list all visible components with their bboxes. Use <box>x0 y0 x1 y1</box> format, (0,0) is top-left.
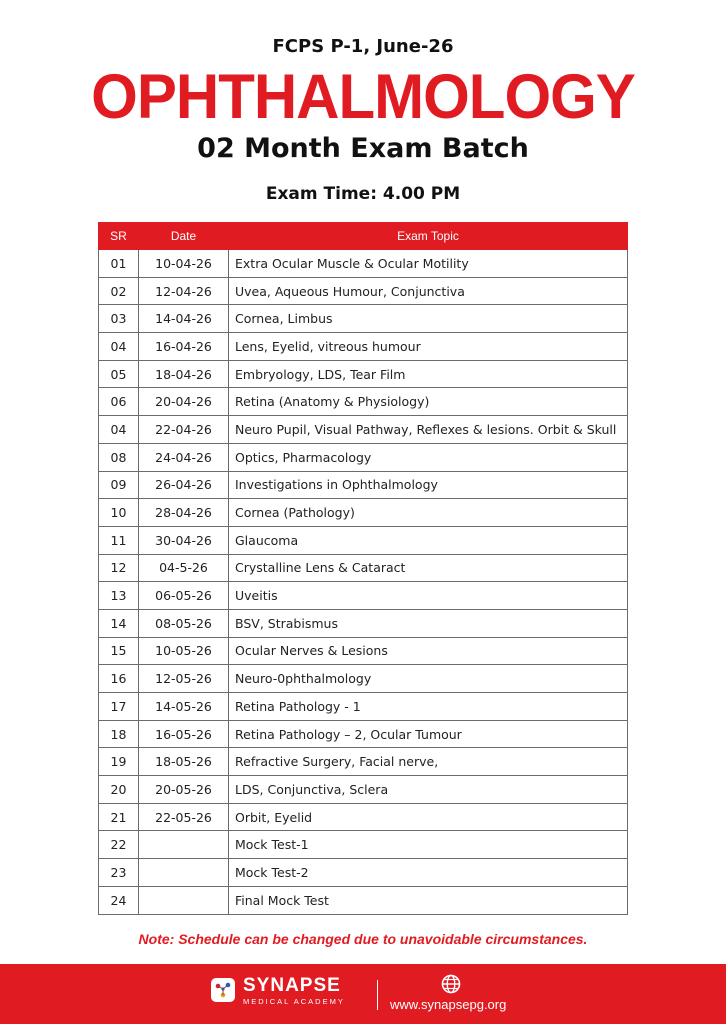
table-row <box>99 333 628 361</box>
cell-date: 20-05-26 <box>139 776 229 804</box>
cell-topic: Refractive Surgery, Facial nerve, <box>229 748 628 776</box>
cell-sr: 20 <box>99 776 139 804</box>
cell-sr: 18 <box>99 720 139 748</box>
cell-topic: BSV, Strabismus <box>229 609 628 637</box>
cell-sr: 23 <box>99 859 139 887</box>
table-row <box>99 693 628 721</box>
cell-topic: Neuro Pupil, Visual Pathway, Reflexes & lesions. Orbit & Skull <box>229 416 628 444</box>
table-row <box>99 277 628 305</box>
table-row <box>99 582 628 610</box>
table-row <box>99 665 628 693</box>
cell-date: 14-05-26 <box>139 693 229 721</box>
cell-date: 16-04-26 <box>139 333 229 361</box>
cell-topic: Lens, Eyelid, vitreous humour <box>229 333 628 361</box>
cell-topic: Mock Test-2 <box>229 859 628 887</box>
cell-topic: Glaucoma <box>229 526 628 554</box>
cell-topic: Retina (Anatomy & Physiology) <box>229 388 628 416</box>
cell-topic: Final Mock Test <box>229 886 628 914</box>
header-sr: SR <box>99 223 139 250</box>
cell-sr: 17 <box>99 693 139 721</box>
cell-date: 06-05-26 <box>139 582 229 610</box>
cell-topic: Cornea (Pathology) <box>229 499 628 527</box>
cell-sr: 01 <box>99 250 139 278</box>
exam-time: Exam Time: 4.00 PM <box>265 184 461 204</box>
schedule-note: Note: Schedule can be changed due to unavoidable circumstances. <box>138 931 588 947</box>
cell-topic: Optics, Pharmacology <box>229 443 628 471</box>
table-row <box>99 526 628 554</box>
cell-date: 18-05-26 <box>139 748 229 776</box>
cell-topic: Neuro-0phthalmology <box>229 665 628 693</box>
cell-sr: 12 <box>99 554 139 582</box>
cell-topic: Embryology, LDS, Tear Film <box>229 360 628 388</box>
cell-date: 28-04-26 <box>139 499 229 527</box>
cell-topic: Retina Pathology – 2, Ocular Tumour <box>229 720 628 748</box>
cell-date: 04-5-26 <box>139 554 229 582</box>
cell-topic: LDS, Conjunctiva, Sclera <box>229 776 628 804</box>
table-row <box>99 720 628 748</box>
table-row <box>99 360 628 388</box>
cell-sr: 11 <box>99 526 139 554</box>
schedule-body <box>99 250 628 915</box>
table-row <box>99 748 628 776</box>
cell-topic: Investigations in Ophthalmology <box>229 471 628 499</box>
table-row <box>99 443 628 471</box>
cell-date: 18-04-26 <box>139 360 229 388</box>
table-row <box>99 609 628 637</box>
cell-date: 14-04-26 <box>139 305 229 333</box>
table-row <box>99 637 628 665</box>
brand-subtitle: MEDICAL ACADEMY <box>243 997 345 1006</box>
table-row <box>99 471 628 499</box>
synapse-logo-icon <box>211 978 235 1002</box>
table-row <box>99 416 628 444</box>
cell-sr: 05 <box>99 360 139 388</box>
table-row <box>99 859 628 887</box>
cell-date: 16-05-26 <box>139 720 229 748</box>
header-date: Date <box>139 223 229 250</box>
cell-date: 24-04-26 <box>139 443 229 471</box>
cell-sr: 14 <box>99 609 139 637</box>
cell-date: 30-04-26 <box>139 526 229 554</box>
cell-sr: 24 <box>99 886 139 914</box>
schedule-table <box>98 222 628 915</box>
cell-topic: Cornea, Limbus <box>229 305 628 333</box>
cell-topic: Crystalline Lens & Cataract <box>229 554 628 582</box>
cell-sr: 09 <box>99 471 139 499</box>
cell-sr: 04 <box>99 416 139 444</box>
cell-date <box>139 886 229 914</box>
cell-topic: Uvea, Aqueous Humour, Conjunctiva <box>229 277 628 305</box>
footer-divider <box>377 980 378 1010</box>
cell-sr: 19 <box>99 748 139 776</box>
cell-topic: Orbit, Eyelid <box>229 803 628 831</box>
cell-sr: 16 <box>99 665 139 693</box>
cell-topic: Retina Pathology - 1 <box>229 693 628 721</box>
table-row <box>99 776 628 804</box>
globe-icon <box>441 974 461 994</box>
cell-date <box>139 859 229 887</box>
cell-date <box>139 831 229 859</box>
brand-name: SYNAPSE <box>243 975 341 996</box>
cell-date: 22-05-26 <box>139 803 229 831</box>
table-row <box>99 388 628 416</box>
cell-topic: Ocular Nerves & Lesions <box>229 637 628 665</box>
header-topic: Exam Topic <box>229 223 628 250</box>
website-link[interactable]: www.synapsepg.org <box>390 997 507 1012</box>
subject-title: OPHTHALMOLOGY <box>91 61 635 132</box>
cell-topic: Mock Test-1 <box>229 831 628 859</box>
cell-sr: 15 <box>99 637 139 665</box>
cell-sr: 21 <box>99 803 139 831</box>
cell-sr: 06 <box>99 388 139 416</box>
cell-sr: 02 <box>99 277 139 305</box>
cell-date: 12-04-26 <box>139 277 229 305</box>
cell-sr: 04 <box>99 333 139 361</box>
exam-code: FCPS P-1, June-26 <box>272 36 454 57</box>
table-row <box>99 803 628 831</box>
cell-date: 10-04-26 <box>139 250 229 278</box>
cell-sr: 10 <box>99 499 139 527</box>
cell-sr: 13 <box>99 582 139 610</box>
table-row <box>99 305 628 333</box>
table-row <box>99 886 628 914</box>
cell-date: 08-05-26 <box>139 609 229 637</box>
cell-sr: 03 <box>99 305 139 333</box>
cell-date: 26-04-26 <box>139 471 229 499</box>
cell-topic: Uveitis <box>229 582 628 610</box>
cell-topic: Extra Ocular Muscle & Ocular Motility <box>229 250 628 278</box>
table-row <box>99 554 628 582</box>
table-header-row <box>99 223 628 250</box>
table-row <box>99 499 628 527</box>
cell-sr: 22 <box>99 831 139 859</box>
cell-date: 22-04-26 <box>139 416 229 444</box>
cell-date: 20-04-26 <box>139 388 229 416</box>
cell-date: 12-05-26 <box>139 665 229 693</box>
table-row <box>99 831 628 859</box>
footer-bar <box>0 964 726 1024</box>
table-row <box>99 250 628 278</box>
cell-sr: 08 <box>99 443 139 471</box>
batch-title: 02 Month Exam Batch <box>197 133 529 164</box>
cell-date: 10-05-26 <box>139 637 229 665</box>
